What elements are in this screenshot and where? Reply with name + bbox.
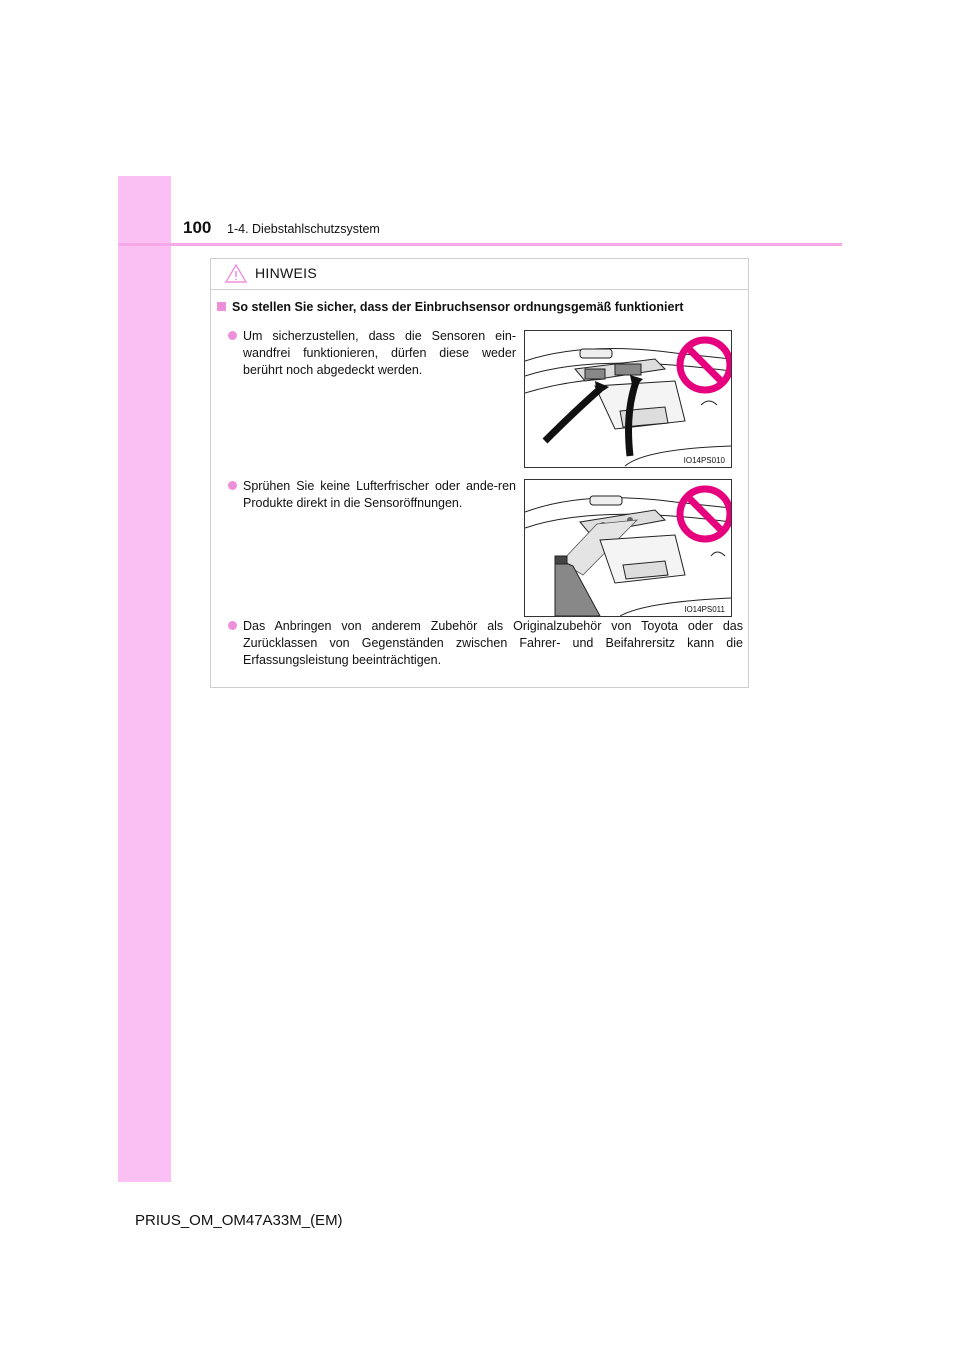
round-bullet-icon bbox=[228, 331, 237, 340]
section-title: 1-4. Diebstahlschutzsystem bbox=[227, 222, 380, 236]
bullet-item bbox=[243, 618, 743, 669]
round-bullet-icon bbox=[228, 481, 237, 490]
square-bullet-icon bbox=[217, 302, 226, 311]
illustration-sensor-touch bbox=[524, 330, 732, 468]
illustration-code: IO14PS011 bbox=[684, 605, 725, 614]
bullet-item bbox=[243, 478, 516, 512]
notice-subheading bbox=[217, 300, 684, 314]
round-bullet-icon bbox=[228, 621, 237, 630]
notice-header bbox=[211, 259, 748, 290]
page-number: 100 bbox=[183, 218, 212, 237]
header-rule bbox=[118, 243, 842, 246]
bullet-text: Das Anbringen von anderem Zubehör als Originalzubehör von Toyota oder das Zurücklassen von Gegenständen zwischen Fahrer- und Beifahrersitz kann die Erfassungsleistung beeinträchtigen. bbox=[243, 619, 743, 667]
notice-box bbox=[210, 258, 749, 688]
illustration-sensor-spray bbox=[524, 479, 732, 617]
side-color-strip bbox=[118, 176, 171, 1182]
bullet-item bbox=[243, 328, 516, 379]
notice-label: HINWEIS bbox=[255, 265, 317, 281]
bullet-text: Sprühen Sie keine Lufterfrischer oder ande-ren Produkte direkt in die Sensoröffnungen. bbox=[243, 479, 516, 510]
illustration-code: IO14PS010 bbox=[683, 456, 725, 465]
document-code: PRIUS_OM_OM47A33M_(EM) bbox=[135, 1212, 343, 1229]
prohibition-icon bbox=[680, 489, 730, 539]
bullet-text: Um sicherzustellen, dass die Sensoren ein-wandfrei funktionieren, dürfen diese weder berührt noch abgedeckt werden. bbox=[243, 329, 516, 377]
subheading-text: So stellen Sie sicher, dass der Einbruchsensor ordnungsgemäß funktioniert bbox=[232, 300, 684, 314]
warning-triangle-icon bbox=[225, 264, 247, 288]
prohibition-icon bbox=[680, 340, 730, 390]
